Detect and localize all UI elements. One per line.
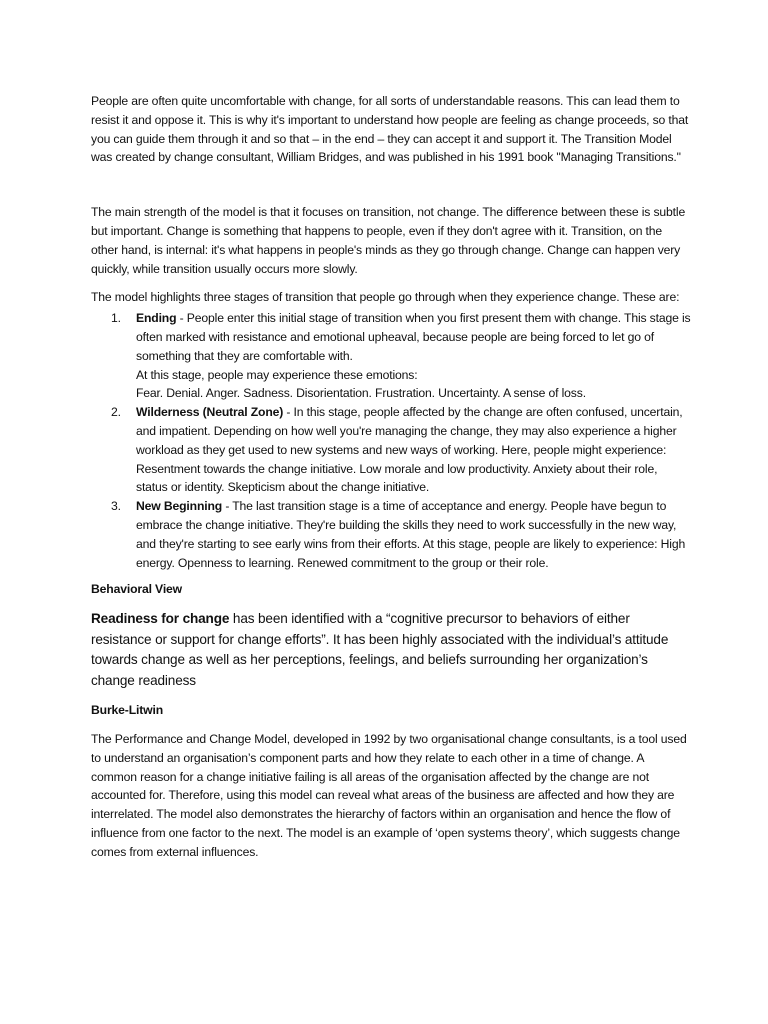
stage-emotions-list: Fear. Denial. Anger. Sadness. Disorientation. Frustration. Uncertainty. A sense of loss. xyxy=(136,386,586,401)
stage-text: - In this stage, people affected by the change are often confused, uncertain, and impatient. Depending on how well you're managing the change, they may also experience a higher workload as they get used to new systems and new ways of working. Here, people might experience: Resentment towards the change initiative. Low morale and low productivity. Anxiety about their role, status or identity. Skepticism about the change initiative. xyxy=(136,405,683,495)
stage-item-wilderness xyxy=(91,403,691,497)
document-page xyxy=(91,92,691,862)
readiness-paragraph xyxy=(91,609,691,691)
stage-item-new-beginning xyxy=(91,497,691,572)
stage-number: 2. xyxy=(111,405,121,420)
stage-number: 3. xyxy=(111,499,121,514)
stages-intro-paragraph: The model highlights three stages of transition that people go through when they experience change. These are: xyxy=(91,290,680,305)
stage-title: Wilderness (Neutral Zone) xyxy=(136,405,284,420)
behavioral-view-heading: Behavioral View xyxy=(91,582,183,597)
stage-title: Ending xyxy=(136,311,177,326)
model-strength-paragraph: The main strength of the model is that it focuses on transition, not change. The difference between these is subtle but important. Change is something that happens to people, even if they don't agree with it. Transition, on the other hand, is internal: it's what happens in people's minds as they go through change. Change can happen very quickly, while transition usually occurs more slowly. xyxy=(91,205,686,276)
stage-item-ending xyxy=(91,309,691,403)
stage-text: - People enter this initial stage of transition when you first present them with change. This stage is often marked with resistance and emotional upheaval, because people are being forced to let go of something that they are comfortable with. xyxy=(136,311,691,363)
burke-litwin-paragraph: The Performance and Change Model, developed in 1992 by two organisational change consultants, is a tool used to understand an organisation’s component parts and how they relate to each other in a time of change. A common reason for a change initiative failing is all areas of the organisation affected by the change are not accounted for. Therefore, using this model can reveal what areas of the business are affected and how they are interrelated. The model also demonstrates the hierarchy of factors within an organisation and hence the flow of influence from one factor to the next. The model is an example of ‘open systems theory’, which suggests change comes from external influences. xyxy=(91,731,687,859)
burke-litwin-heading: Burke-Litwin xyxy=(91,703,164,718)
intro-paragraph: People are often quite uncomfortable with change, for all sorts of understandable reasons. This can lead them to resist it and oppose it. This is why it's important to understand how people are feeling as change proceeds, so that you can guide them through it and so that – in the end – they can accept it and support it. The Transition Model was created by change consultant, William Bridges, and was published in his 1991 book "Managing Transitions." xyxy=(91,94,689,165)
stage-number: 1. xyxy=(111,311,121,326)
stages-list xyxy=(91,309,691,572)
stage-emotions-intro: At this stage, people may experience these emotions: xyxy=(136,367,418,382)
stage-title: New Beginning xyxy=(136,499,223,514)
readiness-term: Readiness for change xyxy=(91,611,230,627)
stage-text: - The last transition stage is a time of acceptance and energy. People have begun to embrace the change initiative. They're building the skills they need to work successfully in the new way, and they're starting to see early wins from their efforts. At this stage, people are likely to experience: High energy. Openness to learning. Renewed commitment to the group or their role. xyxy=(136,499,686,570)
readiness-text: has been identified with a “cognitive precursor to behaviors of either resistance or support for change efforts”. It has been highly associated with the individual’s attitude towards change as well as her perceptions, feelings, and beliefs surrounding her organization’s change readiness xyxy=(91,611,669,688)
